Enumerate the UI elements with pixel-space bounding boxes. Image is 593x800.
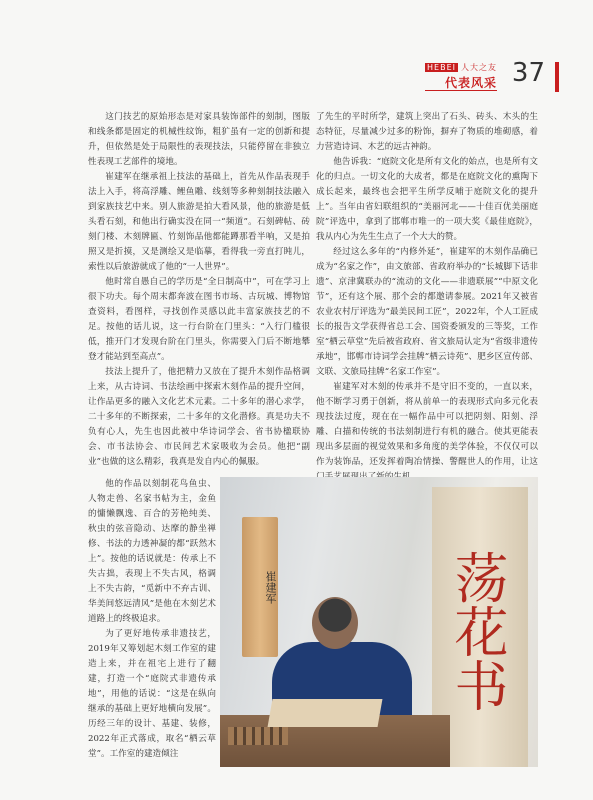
right-column	[316, 110, 538, 485]
craftsman-photo	[220, 477, 538, 767]
left-column-bottom	[88, 477, 216, 762]
calligraphy-carving: 荡花书	[446, 550, 509, 712]
paragraph: 这门技艺的原始形态是对家具装饰部件的刻制，图版和线条都是固定的机械性纹饰，粗犷虽有一定的创新和提升，但依然是处于局限性的表现技法，只能停留在非独立性表现工艺部件的境地。	[88, 112, 310, 167]
paragraph: 崔建军在继承祖上技法的基础上，首先从作品表现手法上入手，将高浮雕、鲤鱼雕、线刻等多种刻制技法融入到家族技艺中来。别人旅游是拍大看风景，他的旅游是低头看石刻，和他出行确实没在同一“频道”。石刻碑帖、砖刻门楼、木刻牌匾、竹刻饰品他都能蹲那看半响，又是拍照又是折摸，又是测绘又是临摹，看得我一旁直打盹儿，索性以后旅游就成了他的“一人世界”。	[88, 172, 310, 272]
plaque-text: 崔建军	[264, 570, 277, 604]
magazine-name	[425, 62, 497, 73]
page-header	[359, 58, 559, 98]
magazine-tag: HEBEI	[427, 63, 456, 72]
paragraph: 他告诉我：“庭院文化是所有文化的始点，也是所有文化的归点。一切文化的大成者，都是在庭院文化的熏陶下成长起来，最终也会把平生所学反哺于庭院文化的提升上”。当年由省妇联组织的“美丽河北——十佳百优美丽庭院”评选中，拿到了邯郸市唯一的一项大奖《最佳庭院》，我从内心为先生生点了一个大大的赞。	[316, 157, 538, 242]
page-number: 37	[511, 58, 545, 88]
paragraph: 技法上提升了，他把精力又放在了提升木刻作品格调上来，从古诗词、书法绘画中探索木刻作品的提升空间，让作品更多的融入文化艺术元素。二十多年的潜心求学，二十多年的不断探索，二十多年的文化潜修。真是功夫不负有心人，先生也因此被中华诗词学会、省书协楹联协会、市书法协会、市民间艺术家吸收为会员。他把“副业”也做的这么精彩，我真是发自内心的佩服。	[88, 367, 310, 467]
paragraph: 经过这么多年的“内修外延”，崔建军的木刻作品确已成为“名家之作”，由文旅部、省政府举办的“长城脚下话非遗”、京津冀联办的“流动的文化——非遗联展”“中原文化节”，还有这个展、那个会的都邀请参展。2021年又被省农业农村厅评选为“最美民间工匠”，2022年，个人工匠成长的报告文学获得省总工会、国资委颁发的三等奖，工作室“栖云草堂”先后被省政府、省文旅局认定为“省级非遗传承地”，邯郸市诗词学会挂牌“栖云诗苑”、肥乡区宣传部、文联、文旅局挂牌“名家工作室”。	[316, 247, 538, 377]
paragraph: 崔建军对木刻的传承并不是守旧不变的，一直以来，他不断学习勇于创新，将从前单一的表现形式向多元化表现技法过度，现在在一幅作品中可以把阴刻、阳刻、浮雕、白描和传统的书法刻制进行有机的融合。使其更能表现出多层面的视觉效果和多角度的美学体验，不仅仅可以作为装饰品，还发挥着陶冶情操、警醒世人的作用，让这	[316, 382, 538, 467]
section-title: 代表风采	[444, 76, 497, 90]
paragraph: 为了更好地传承非遗技艺，2019年又筹划起木刻工作室的建造上来，并在祖宅上进行了翻建，打造一个“庭院式非遗传承地”，用他的话说：“这是在纵向继承的基础上更好地横向发展”。历经三年的设计、基建、装修，2022年正式落成，取名“栖云草堂”。工作室的建造倾注	[88, 629, 216, 759]
magazine-title: 人大之友	[461, 63, 497, 72]
paragraph: 他时常自愚自己的学历是“全日制高中”，可在学习上很下功夫。每个周末都奔波在图书市场、古玩城、博物馆查资料，看图样，寻找创作灵感以此丰富家族技艺的不足。按他的话儿说，这一行台阶在门里头：“入行门槛很低，推开门才发现台阶在门里头，你需要入门后不断地攀登才能站到至高点”。	[88, 277, 310, 362]
paragraph: 了先生的平时所学，建筑上突出了石头、砖头、木头的生态特征，尽量减少过多的粉饰，摒弃了物质的堆砌感，着力营造诗词、木艺的远古神韵。	[316, 112, 538, 152]
carving-tools	[228, 727, 288, 745]
paragraph: 他的作品以刻制花鸟鱼虫、人物走兽、名家书帖为主，金鱼的慵懒飘逸、百合的芳艳纯美、秋虫的弦音隐动、达摩的静坐禅修、书法的力透神凝的都“跃然木上”。按他的话说就是：传承上不失古拙，表现上不失古风，格调上不失古韵，“觅新中不弃古训、华美间悠远清风”是他在木刻艺术道路上的终极追求。	[88, 479, 216, 624]
header-rule	[425, 90, 497, 91]
craftsman-head	[312, 597, 358, 649]
left-column-top	[88, 110, 310, 470]
header-accent-bar	[555, 62, 559, 92]
woodblock	[268, 699, 383, 727]
